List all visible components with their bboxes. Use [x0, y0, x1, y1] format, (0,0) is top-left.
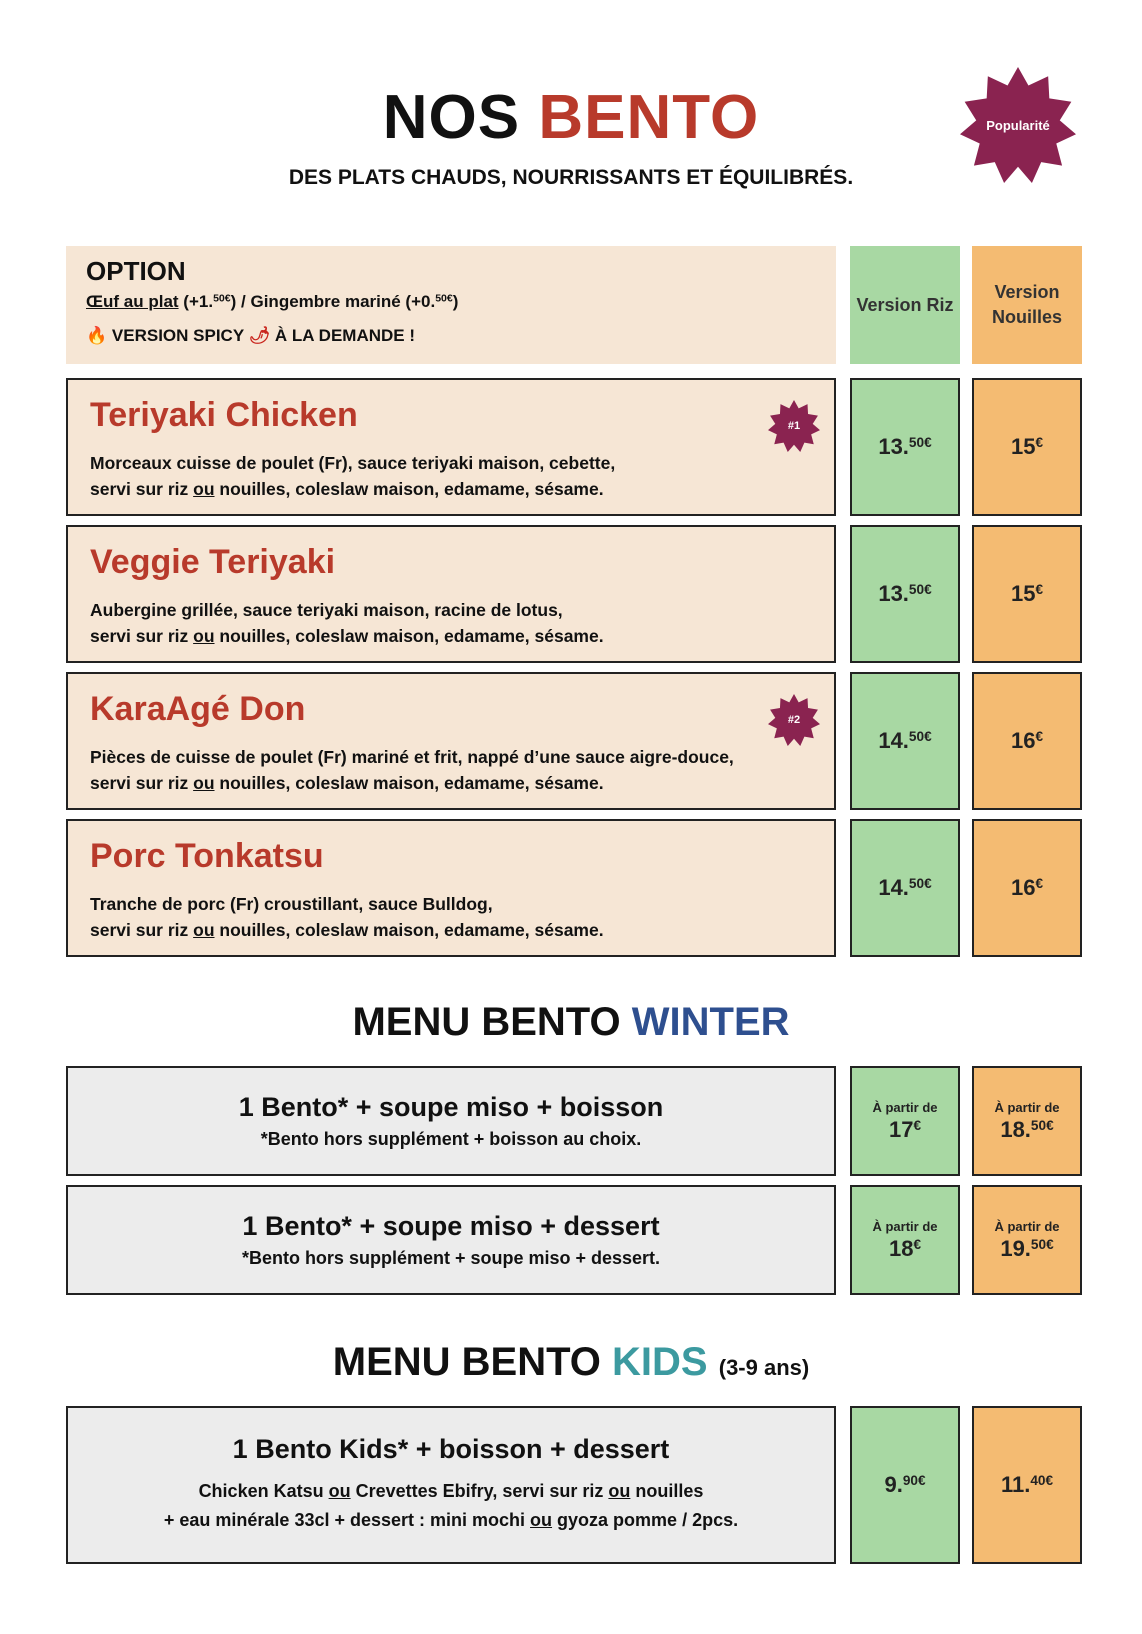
rank-badge	[768, 400, 820, 452]
winter-menu-title: 1 Bento* + soupe miso + boisson	[238, 1092, 664, 1122]
price-riz: 14.$^{50€}$	[850, 819, 960, 957]
price-riz: 13.$^{50€}$	[850, 378, 960, 516]
kids-menu-title: 1 Bento Kids* + boisson + dessert	[232, 1434, 670, 1464]
menu-item	[66, 525, 836, 663]
column-header-riz: Version Riz	[850, 246, 960, 364]
option-egg-price: (+1.$^{50€}$) / Gingembre mariné (+0.$^{50€}$)	[183, 292, 459, 311]
column-header-nouilles: Version Nouilles	[972, 246, 1082, 364]
price-nouilles: 15€	[972, 525, 1082, 663]
winter-menu-box	[66, 1185, 836, 1295]
price-nouilles: 15€	[972, 378, 1082, 516]
kids-price-nouilles: 11.$^{40€}$	[972, 1406, 1082, 1564]
winter-price-nouilles: À partir de 18.$^{50€}$	[972, 1066, 1082, 1176]
winter-menu-box	[66, 1066, 836, 1176]
price-nouilles: 16€	[972, 819, 1082, 957]
item-description: Pièces de cuisse de poulet (Fr) mariné et frit, nappé d’une sauce aigre-douce, servi sur riz ou nouilles, coleslaw maison, edamame, sésame.	[90, 747, 734, 793]
winter-menu-sub: *Bento hors supplément + boisson au choix.	[260, 1129, 642, 1149]
winter-price-nouilles: À partir de 19.$^{50€}$	[972, 1185, 1082, 1295]
rank-label: #1	[787, 420, 801, 432]
winter-menu-title: 1 Bento* + soupe miso + dessert	[242, 1211, 660, 1241]
rank-label: #2	[787, 714, 801, 726]
item-name: Veggie Teriyaki	[90, 543, 336, 581]
item-name: Teriyaki Chicken	[90, 396, 358, 434]
page-subtitle: DES PLATS CHAUDS, NOURRISSANTS ET ÉQUILIBRÉS.	[288, 166, 854, 189]
option-box	[66, 246, 836, 364]
title-part1: NOS	[382, 83, 521, 152]
item-description: Morceaux cuisse de poulet (Fr), sauce teriyaki maison, cebette, servi sur riz ou nouilles, coleslaw maison, edamame, sésame.	[90, 453, 616, 499]
menu-item	[66, 378, 836, 516]
winter-price-riz: À partir de 17€	[850, 1066, 960, 1176]
option-title: OPTION	[86, 256, 186, 286]
menu-item	[66, 672, 836, 810]
option-egg: Œuf au plat	[86, 292, 179, 311]
section-title-winter: MENU BENTO WINTER	[352, 1000, 790, 1044]
price-riz: 14.$^{50€}$	[850, 672, 960, 810]
item-description: Tranche de porc (Fr) croustillant, sauce Bulldog, servi sur riz ou nouilles, coleslaw maison, edamame, sésame.	[90, 894, 604, 940]
title-part2: BENTO	[538, 83, 760, 152]
winter-price-riz: À partir de 18€	[850, 1185, 960, 1295]
item-description: Aubergine grillée, sauce teriyaki maison, racine de lotus, servi sur riz ou nouilles, coleslaw maison, edamame, sésame.	[90, 600, 604, 646]
price-nouilles: 16€	[972, 672, 1082, 810]
winter-menu-sub: *Bento hors supplément + soupe miso + dessert.	[241, 1248, 661, 1268]
popularity-badge-label: Popularité	[986, 117, 1050, 133]
section-title-kids: MENU BENTO KIDS (3-9 ans)	[332, 1340, 810, 1384]
menu-item	[66, 819, 836, 957]
fire-icon: 🔥	[86, 326, 108, 345]
kids-price-riz: 9.$^{90€}$	[850, 1406, 960, 1564]
chili-pepper-icon: 🌶	[248, 326, 271, 345]
rank-badge	[768, 694, 820, 746]
kids-menu-box	[66, 1406, 836, 1564]
item-name: Porc Tonkatsu	[90, 837, 324, 875]
kids-menu-line1: Chicken Katsu ou Crevettes Ebifry, servi sur riz ou nouilles	[198, 1481, 704, 1501]
option-extras	[86, 292, 458, 312]
price-riz: 13.$^{50€}$	[850, 525, 960, 663]
kids-menu-line2: + eau minérale 33cl + dessert : mini mochi ou gyoza pomme / 2pcs.	[163, 1510, 739, 1530]
spicy-note: 🔥 VERSION SPICY 🌶 À LA DEMANDE !	[86, 326, 416, 345]
item-name: KaraAgé Don	[90, 690, 306, 728]
popularity-badge	[960, 66, 1076, 184]
